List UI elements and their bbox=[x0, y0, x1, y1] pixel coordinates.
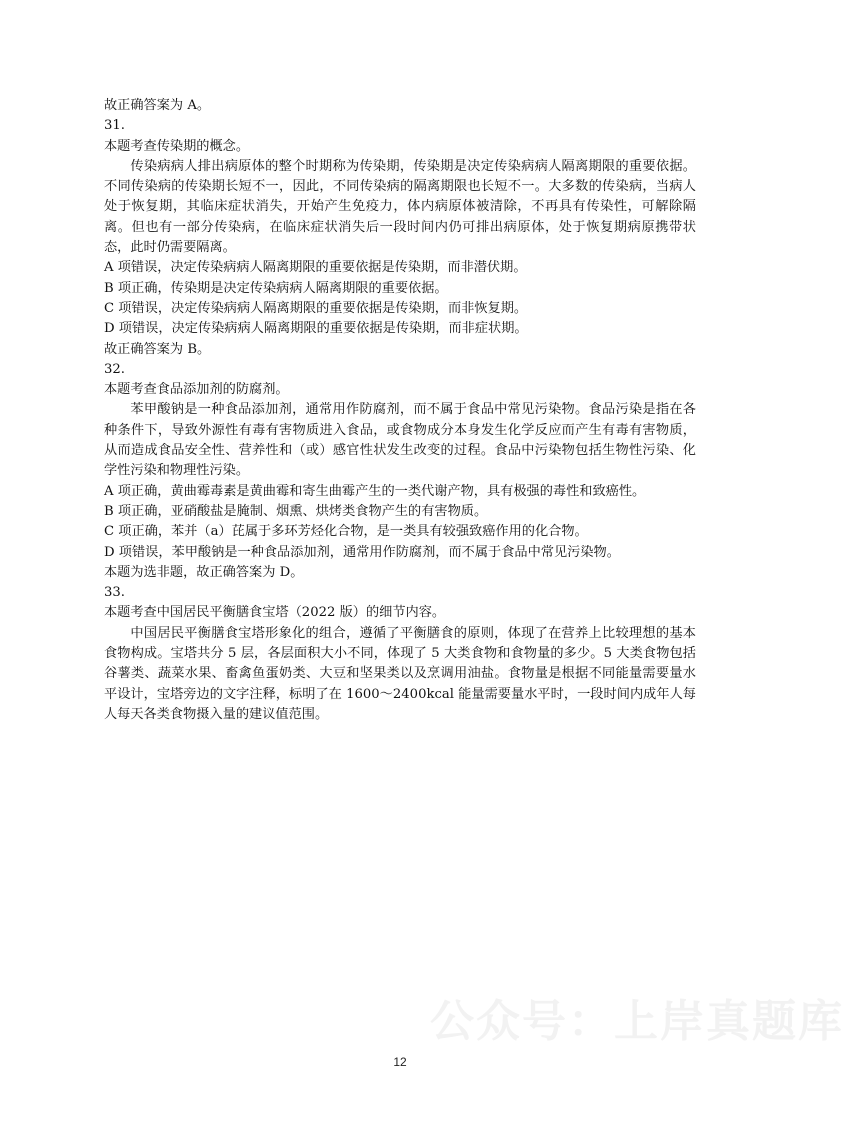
topic-line-32: 本题考查食品添加剂的防腐剂。 bbox=[104, 382, 289, 398]
option-a-31: A 项错误，决定传染病病人隔离期限的重要依据是传染期，而非潜伏期。 bbox=[104, 260, 527, 276]
watermark: 公众号：上岸真题库 bbox=[430, 996, 844, 1047]
explanation-paragraph-31: 传染病病人排出病原体的整个时期称为传染期，传染期是决定传染病病人隔离期限的重要依据。不同传染病的传染期长短不一，因此，不同传染病的隔离期限也长短不一。大多数的传染病，当病人处于恢复期，其临床症状消失，开始产生免疫力，体内病原体被清除，不再具有传染性，可解除隔离。但也有一部分传染病，在临床症状消失后一段时间内仍可排出病原体，处于恢复期病原携带状态，此时仍需要隔离。 bbox=[104, 158, 696, 256]
question-number-32: 32. bbox=[104, 361, 125, 377]
question-number-31: 31. bbox=[104, 118, 125, 134]
question-number-33: 33. bbox=[104, 585, 125, 601]
answer-line-30: 故正确答案为 A。 bbox=[104, 98, 211, 113]
page-number: 12 bbox=[393, 1055, 407, 1069]
answer-line-31: 故正确答案为 B。 bbox=[104, 341, 211, 357]
option-d-31: D 项错误，决定传染病病人隔离期限的重要依据是传染期，而非症状期。 bbox=[104, 321, 528, 337]
option-b-31: B 项正确，传染期是决定传染病病人隔离期限的重要依据。 bbox=[104, 280, 448, 296]
option-d-32: D 项错误，苯甲酸钠是一种食品添加剂，通常用作防腐剂，而不属于食品中常见污染物。 bbox=[104, 544, 620, 560]
answer-line-32: 本题为选非题，故正确答案为 D。 bbox=[104, 564, 304, 580]
page-content bbox=[104, 96, 696, 725]
topic-line-31: 本题考查传染期的概念。 bbox=[104, 138, 250, 154]
option-a-32: A 项正确，黄曲霉毒素是黄曲霉和寄生曲霉产生的一类代谢产物，具有极强的毒性和致癌性。 bbox=[104, 483, 646, 499]
option-c-31: C 项错误，决定传染病病人隔离期限的重要依据是传染期，而非恢复期。 bbox=[104, 300, 528, 316]
topic-line-33: 本题考查中国居民平衡膳食宝塔（2022 版）的细节内容。 bbox=[104, 605, 446, 621]
option-c-32: C 项正确，苯并（a）芘属于多环芳烃化合物，是一类具有较强致癌作用的化合物。 bbox=[104, 524, 588, 540]
option-b-32: B 项正确，亚硝酸盐是腌制、烟熏、烘烤类食物产生的有害物质。 bbox=[104, 503, 488, 519]
explanation-paragraph-32: 苯甲酸钠是一种食品添加剂，通常用作防腐剂，而不属于食品中常见污染物。食品污染是指在各种条件下，导致外源性有毒有害物质进入食品，或食物成分本身发生化学反应而产生有毒有害物质，从而造成食品安全性、营养性和（或）感官性状发生改变的过程。食品中污染物包括生物性污染、化学性污染和物理性污染。 bbox=[104, 402, 696, 479]
explanation-paragraph-33: 中国居民平衡膳食宝塔形象化的组合，遵循了平衡膳食的原则，体现了在营养上比较理想的基本食物构成。宝塔共分 5 层，各层面积大小不同，体现了 5 大类食物和食物量的多少。5 大类食物包括谷薯类、蔬菜水果、畜禽鱼蛋奶类、大豆和坚果类以及烹调用油盐。食物量是根据不同能量需要量水平设计，宝塔旁边的文字注释，标明了在 1600～2400kcal 能量需要量水平时，一段时间内成年人每人每天各类食物摄入量的建议值范围。 bbox=[104, 625, 696, 722]
